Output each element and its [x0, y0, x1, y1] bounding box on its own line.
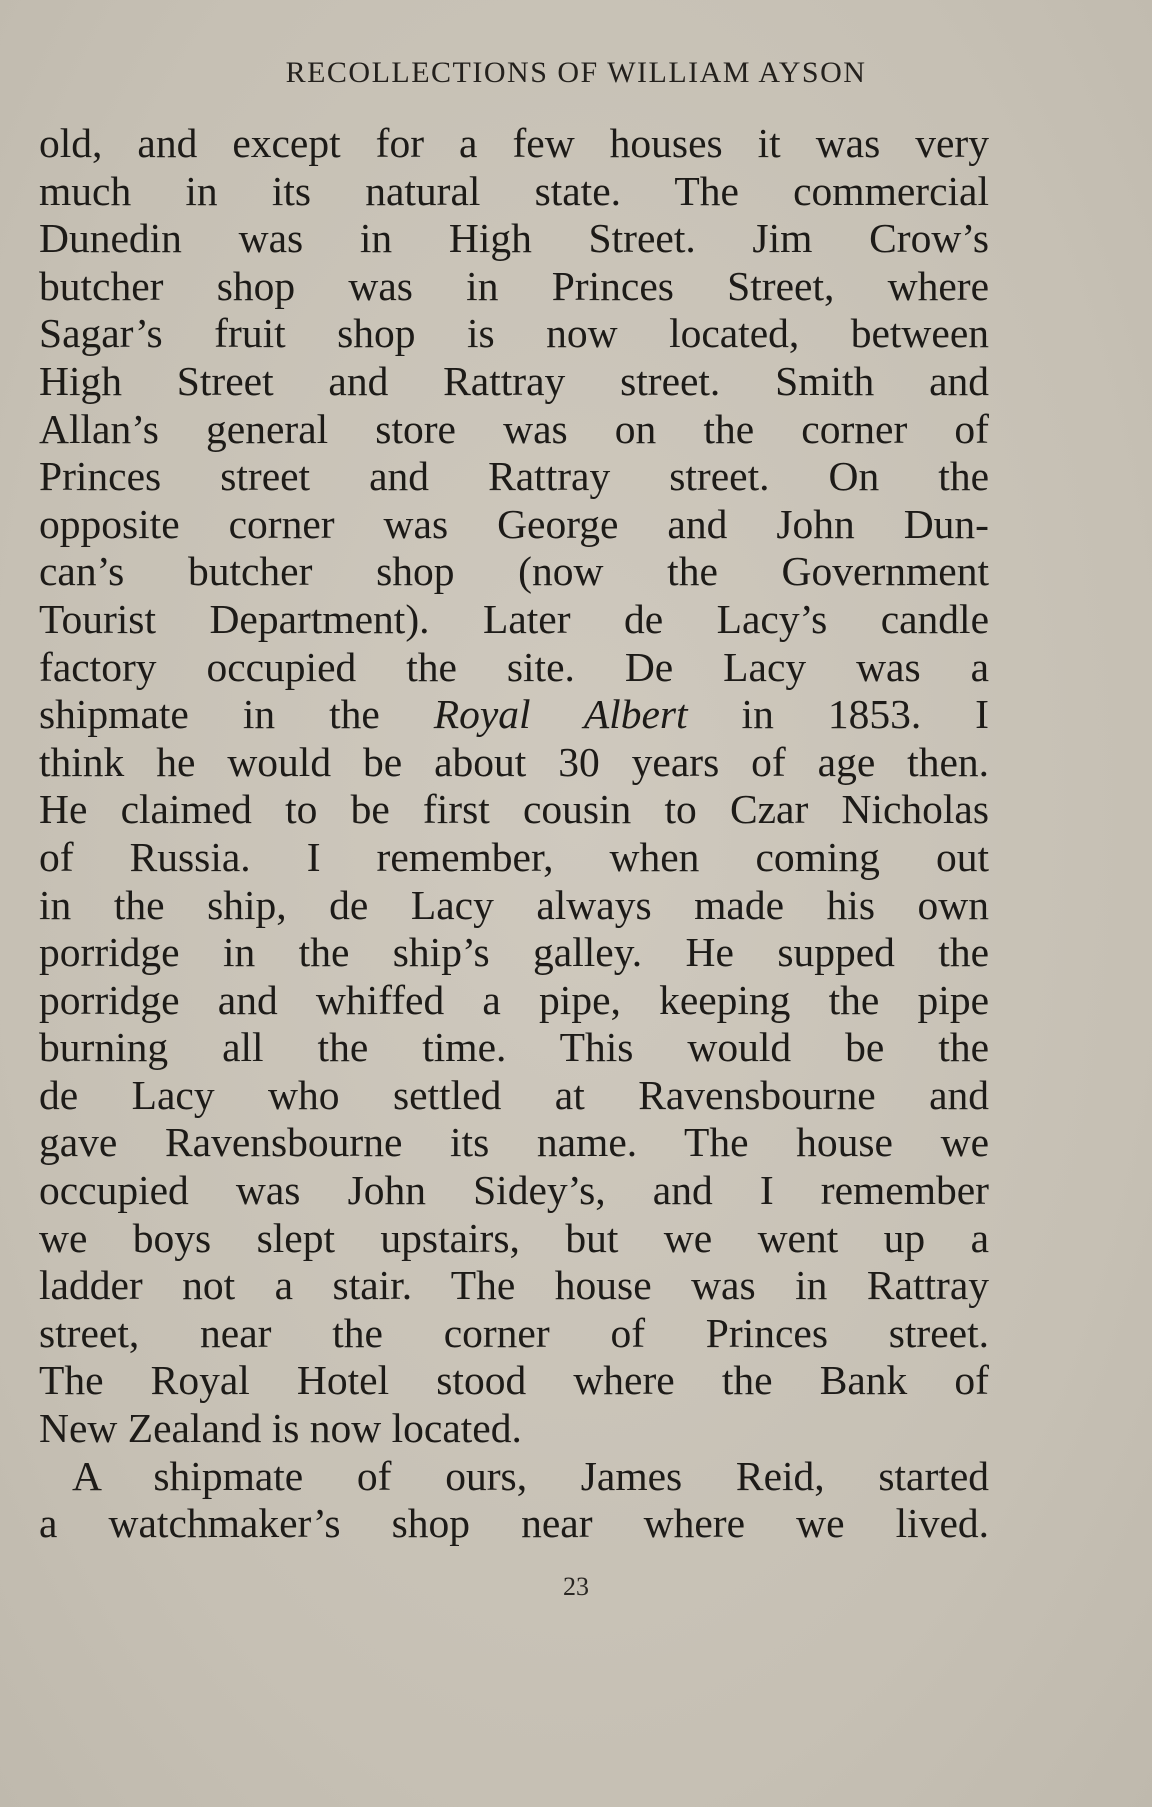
text-line: Princes street and Rattray street. On the — [39, 453, 989, 500]
text-line: butcher shop was in Princes Street, where — [39, 262, 989, 309]
text-line: Allan’s general store was on the corner of — [39, 405, 989, 452]
text-line: New Zealand is now located. — [39, 1405, 522, 1452]
text-line: The Royal Hotel stood where the Bank of — [39, 1357, 989, 1404]
text-line: Tourist Department). Later de Lacy’s candle — [39, 595, 989, 642]
paragraph — [39, 120, 989, 1453]
text-line: factory occupied the site. De Lacy was a — [39, 643, 989, 690]
body-text — [39, 120, 989, 1548]
text-line: in the ship, de Lacy always made his own — [39, 881, 989, 928]
text-line: A shipmate of ours, James Reid, started — [72, 1452, 989, 1499]
text-line: old, and except for a few houses it was very — [39, 120, 989, 166]
text-line: Sagar’s fruit shop is now located, between — [39, 310, 989, 357]
text-line: occupied was John Sidey’s, and I remember — [39, 1167, 989, 1214]
text-line: of Russia. I remember, when coming out — [39, 833, 989, 880]
text-line: High Street and Rattray street. Smith and — [39, 357, 989, 404]
text-line: He claimed to be first cousin to Czar Nicholas — [39, 786, 989, 833]
text-run: shipmate in the — [39, 691, 434, 738]
text-line-with-ship-name — [39, 691, 989, 739]
text-line: street, near the corner of Princes street. — [39, 1309, 989, 1356]
running-head: RECOLLECTIONS OF WILLIAM AYSON — [285, 56, 867, 89]
text-line: Dunedin was in High Street. Jim Crow’s — [39, 215, 989, 262]
text-line: burning all the time. This would be the — [39, 1024, 989, 1071]
ship-name-italic: Royal Albert — [433, 691, 688, 738]
page-number: 23 — [563, 1572, 589, 1601]
text-line: porridge and whiffed a pipe, keeping the pipe — [39, 976, 989, 1023]
text-line: gave Ravensbourne its name. The house we — [39, 1119, 989, 1166]
paragraph — [39, 1453, 989, 1548]
text-line: a watchmaker’s shop near where we lived. — [39, 1500, 989, 1547]
text-line: opposite corner was George and John Dun- — [39, 500, 989, 547]
text-line: we boys slept upstairs, but we went up a — [39, 1214, 989, 1261]
text-line: think he would be about 30 years of age then. — [39, 738, 989, 785]
text-line: de Lacy who settled at Ravensbourne and — [39, 1071, 989, 1118]
text-line: much in its natural state. The commercial — [39, 167, 989, 214]
text-line: porridge in the ship’s galley. He supped the — [39, 929, 989, 976]
text-run: in 1853. I — [687, 691, 990, 738]
text-line: can’s butcher shop (now the Government — [39, 548, 989, 595]
text-line: ladder not a stair. The house was in Rattray — [39, 1262, 989, 1309]
